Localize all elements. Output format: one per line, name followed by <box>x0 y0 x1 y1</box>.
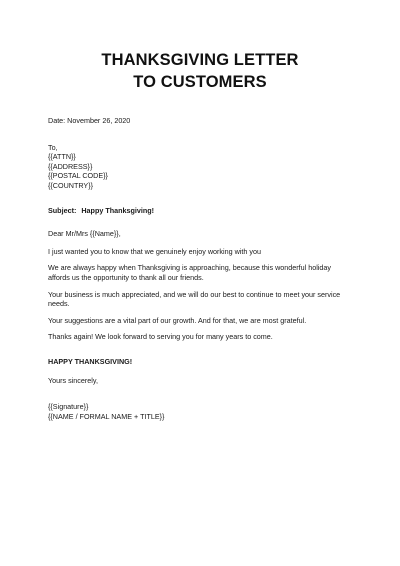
body-paragraph-4: Your suggestions are a vital part of our growth. And for that, we are most grateful. <box>48 315 307 325</box>
recipient-address <box>48 143 352 191</box>
signature-placeholder: {{Signature}} <box>48 402 89 412</box>
subject-line <box>48 206 352 216</box>
signature-block <box>48 402 352 421</box>
title-line-1: THANKSGIVING LETTER <box>101 51 299 69</box>
page-title <box>48 0 352 93</box>
address-postal-code: {{POSTAL CODE}} <box>48 171 108 181</box>
name-title-placeholder: {{NAME / FORMAL NAME + TITLE}} <box>48 411 165 421</box>
body-paragraph-2: We are always happy when Thanksgiving is approaching, because this wonderful holiday affords us the opportunity to thank all our friends. <box>48 263 332 282</box>
signoff: Yours sincerely, <box>48 375 98 385</box>
letter-date: Date: November 26, 2020 <box>48 116 131 125</box>
salutation: Dear Mr/Mrs {{Name}}, <box>48 229 121 239</box>
body-paragraph-1: I just wanted you to know that we genuinely enjoy working with you <box>48 246 261 256</box>
closing-heading: HAPPY THANKSGIVING! <box>48 356 133 366</box>
body-paragraph-3: Your business is much appreciated, and we will do our best to continue to meet your service needs. <box>48 289 341 309</box>
address-country: {{COUNTRY}} <box>48 180 94 190</box>
address-attn: {{ATTN}} <box>48 152 76 162</box>
subject-text: Happy Thanksgiving! <box>81 205 155 215</box>
address-to: To, <box>48 142 58 152</box>
subject-label: Subject: <box>48 205 77 215</box>
address-street: {{ADDRESS}} <box>48 161 93 171</box>
title-line-2: TO CUSTOMERS <box>133 73 267 91</box>
body-paragraph-5: Thanks again! We look forward to serving you for many years to come. <box>48 332 273 342</box>
